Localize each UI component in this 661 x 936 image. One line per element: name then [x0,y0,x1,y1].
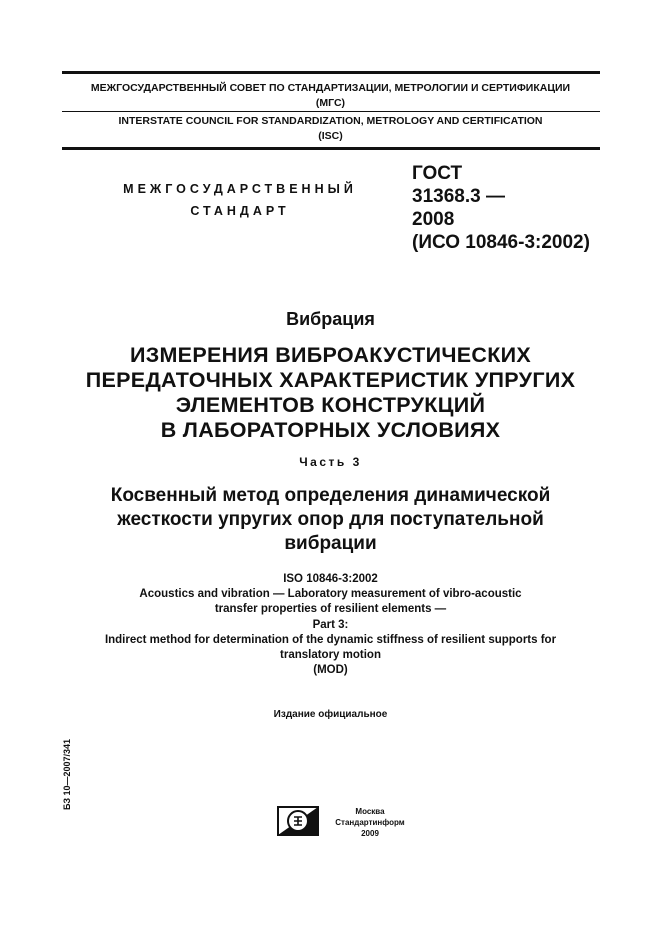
iso-line3: transfer properties of resilient elements — [214,603,447,616]
council-ru-line1: МЕЖГОСУДАРСТВЕННЫЙ СОВЕТ ПО СТАНДАРТИЗАЦИИ, МЕТРОЛОГИИ И СЕРТИФИКАЦИИ [90,82,571,94]
mid-rule [62,111,600,112]
iso-block [0,572,661,678]
part-label: Часть 3 [299,455,362,469]
main-title [0,343,661,443]
council-en-line1: INTERSTATE COUNCIL FOR STANDARDIZATION, METROLOGY AND CERTIFICATION [118,115,543,127]
council-en [0,114,661,144]
publisher-city: Москва [355,807,385,816]
standard-type-line1: МЕЖГОСУДАРСТВЕННЫЙ [123,182,357,196]
publisher-block [320,806,420,839]
gost-line4: (ИСО 10846-3:2002) [412,232,590,253]
subtitle-line1: Косвенный метод определения динамической [110,485,551,506]
top-rule [62,71,600,74]
gost-line2: 31368.3 — [412,186,505,207]
topic-title: Вибрация [286,309,375,329]
iso-line2: Acoustics and vibration — Laboratory measurement of vibro-acoustic [139,588,522,601]
iso-line5: Indirect method for determination of the dynamic stiffness of resilient supports for [104,633,557,646]
main-title-line2: ПЕРЕДАТОЧНЫХ ХАРАКТЕРИСТИК УПРУГИХ [85,368,576,392]
council-ru-line2: (МГС) [315,97,346,109]
publisher-year: 2009 [361,829,379,838]
main-title-line3: ЭЛЕМЕНТОВ КОНСТРУКЦИЙ [175,393,486,417]
gost-line3: 2008 [412,209,455,230]
gost-line1: ГОСТ [412,163,463,184]
gost-number [412,162,612,254]
standard-type-line2: СТАНДАРТ [190,204,290,218]
iso-line4: Part 3: [312,618,349,631]
main-title-line1: ИЗМЕРЕНИЯ ВИБРОАКУСТИЧЕСКИХ [129,343,532,367]
bottom-rule [62,147,600,150]
edition-label: Издание официальное [273,709,388,720]
subtitle-line2: жесткости упругих опор для поступательной [117,509,544,530]
council-en-line2: (ISC) [318,130,343,142]
council-ru [0,81,661,111]
standard-type [110,178,370,222]
publisher-name: Стандартинформ [335,818,405,827]
subtitle-line3: вибрации [284,533,377,554]
iso-line1: ISO 10846-3:2002 [283,573,378,585]
standartinform-logo [277,806,319,836]
side-code: БЗ 10—2007/341 [62,738,72,810]
subtitle [0,484,661,556]
iso-line6: translatory motion [280,649,381,662]
iso-line7: (MOD) [313,664,348,677]
main-title-line4: В ЛАБОРАТОРНЫХ УСЛОВИЯХ [160,418,501,442]
